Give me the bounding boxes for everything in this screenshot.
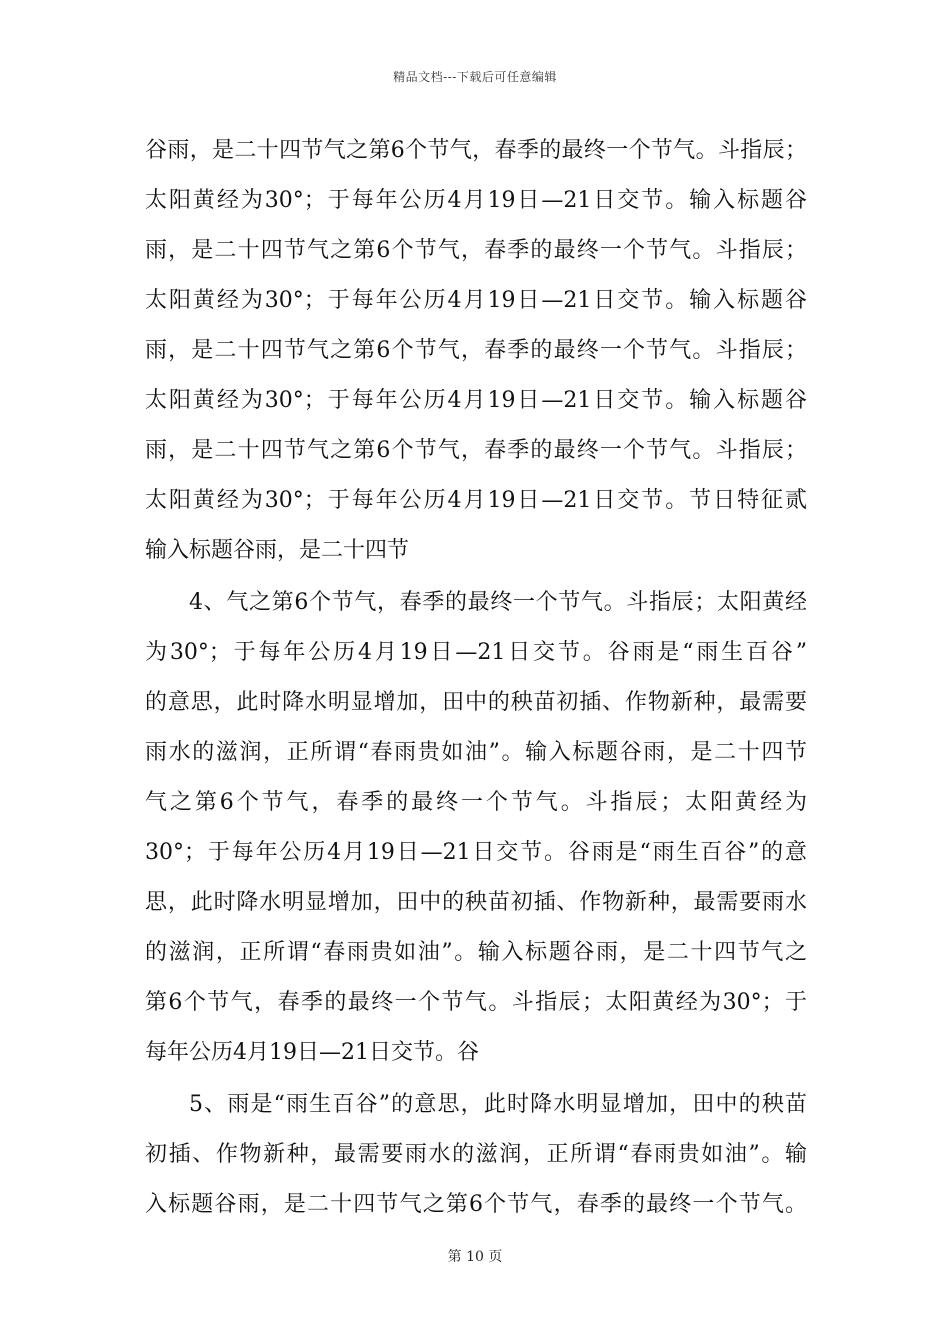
text-line: 思，此时降水明显增加，田中的秧苗初插、作物新种，最需要雨水 xyxy=(145,890,807,915)
text-line-numbered: 4、气之第6个节气，春季的最终一个节气。斗指辰；太阳黄经 xyxy=(189,590,807,615)
text-line: 30°；于每年公历4月19日—21日交节。谷雨是“雨生百谷”的意 xyxy=(145,840,807,865)
text-line: 太阳黄经为30°；于每年公历4月19日—21日交节。节日特征贰 xyxy=(145,488,807,513)
page-header: 精品文档---下载后可任意编辑 xyxy=(393,70,557,84)
paragraph-block-2 xyxy=(145,578,807,1078)
paragraph-block-1 xyxy=(145,126,807,576)
paragraph-block-3 xyxy=(145,1080,807,1230)
text-line: 初插、作物新种，最需要雨水的滋润，正所谓“春雨贵如油”。输 xyxy=(145,1142,807,1167)
text-line: 谷雨，是二十四节气之第6个节气，春季的最终一个节气。斗指辰； xyxy=(145,138,807,163)
text-line: 太阳黄经为30°；于每年公历4月19日—21日交节。输入标题谷 xyxy=(145,388,807,413)
text-line-numbered: 5、雨是“雨生百谷”的意思，此时降水明显增加，田中的秧苗 xyxy=(189,1092,807,1117)
text-line: 雨水的滋润，正所谓“春雨贵如油”。输入标题谷雨，是二十四节 xyxy=(145,740,807,765)
text-line: 每年公历4月19日—21日交节。谷 xyxy=(145,1040,479,1065)
text-line: 雨，是二十四节气之第6个节气，春季的最终一个节气。斗指辰； xyxy=(145,438,807,463)
text-line: 输入标题谷雨，是二十四节 xyxy=(145,538,410,563)
text-line: 入标题谷雨，是二十四节气之第6个节气，春季的最终一个节气。 xyxy=(145,1192,807,1217)
text-line: 第6个节气，春季的最终一个节气。斗指辰；太阳黄经为30°；于 xyxy=(145,990,807,1015)
text-line: 太阳黄经为30°；于每年公历4月19日—21日交节。输入标题谷 xyxy=(145,288,807,313)
text-line: 的意思，此时降水明显增加，田中的秧苗初插、作物新种，最需要 xyxy=(145,690,807,715)
text-line: 为30°；于每年公历4月19日—21日交节。谷雨是“雨生百谷” xyxy=(145,640,807,665)
page-number: 第 10 页 xyxy=(447,1249,503,1265)
text-line: 太阳黄经为30°；于每年公历4月19日—21日交节。输入标题谷 xyxy=(145,188,807,213)
text-line: 雨，是二十四节气之第6个节气，春季的最终一个节气。斗指辰； xyxy=(145,238,807,263)
text-line: 雨，是二十四节气之第6个节气，春季的最终一个节气。斗指辰； xyxy=(145,338,807,363)
text-line: 气之第6个节气，春季的最终一个节气。斗指辰；太阳黄经为 xyxy=(145,790,807,815)
text-line: 的滋润，正所谓“春雨贵如油”。输入标题谷雨，是二十四节气之 xyxy=(145,940,807,965)
